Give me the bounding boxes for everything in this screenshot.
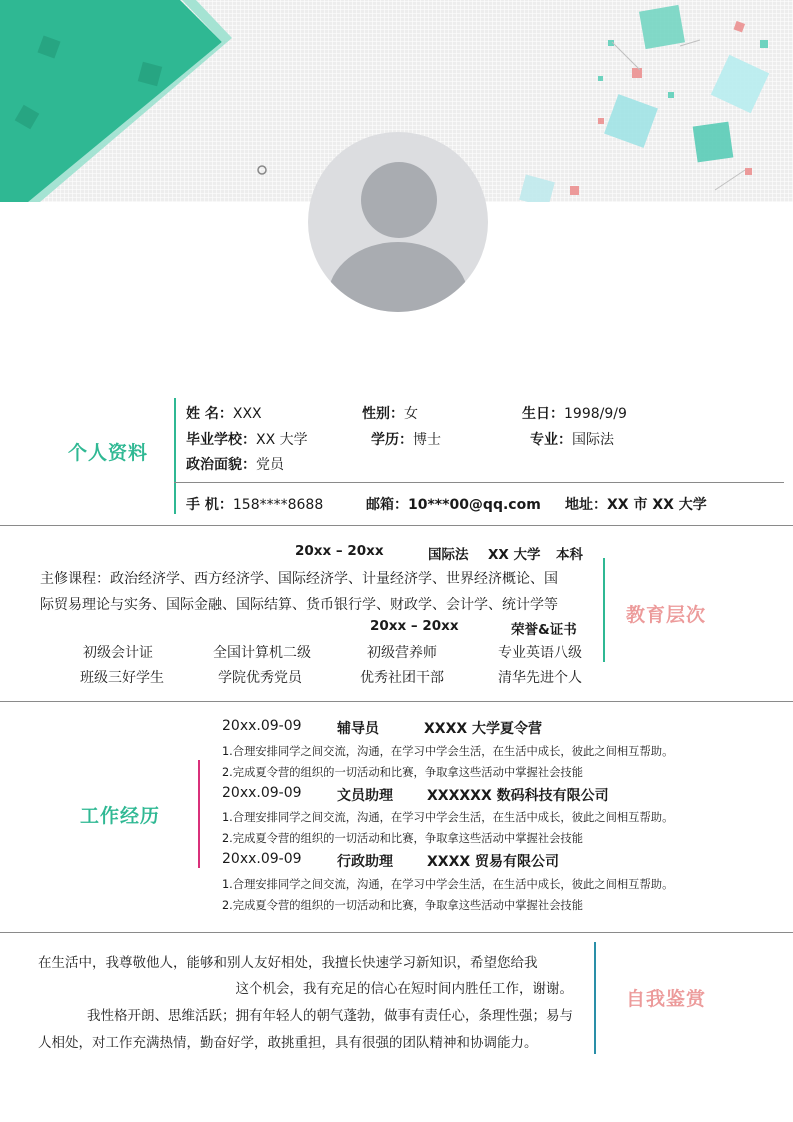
phone-label: 手 机：: [186, 497, 233, 513]
job-duty: 1.合理安排同学之间交流，沟通，在学习中学会生活，在生活中成长，彼此之间相互帮助。: [222, 878, 674, 891]
political-row: [186, 454, 284, 474]
major-label: 专业：: [530, 432, 572, 448]
honors-period: 20xx – 20xx: [370, 618, 459, 634]
school-value: XX 大学: [256, 432, 308, 448]
job-date: 20xx.09-09: [222, 851, 302, 867]
major-row: [530, 429, 614, 449]
edu-period: 20xx – 20xx: [295, 543, 384, 559]
job-role: 文员助理: [337, 788, 393, 804]
school-row: [186, 429, 308, 449]
birth-value: 1998/9/9: [564, 406, 627, 422]
personal-inner-divider: [174, 482, 784, 483]
email-value: 10***00@qq.com: [408, 497, 541, 513]
job-role: 行政助理: [337, 854, 393, 870]
major-value: 国际法: [572, 432, 614, 448]
degree-value: 博士: [413, 432, 441, 448]
self-line-2: 这个机会，我有充足的信心在短时间内胜任工作，谢谢。: [235, 981, 573, 997]
gender-label: 性别：: [362, 406, 404, 422]
self-section-title: 自我鉴赏: [626, 988, 707, 1010]
honor-item: 专业英语八级: [498, 645, 582, 661]
job-duty: 2.完成夏令营的组织的一切活动和比赛，争取拿这些活动中掌握社会技能: [222, 832, 583, 845]
personal-section-title: 个人资料: [68, 442, 149, 464]
gender-value: 女: [404, 406, 418, 422]
honor-item: 学院优秀党员: [218, 670, 302, 686]
personal-divider: [174, 398, 176, 514]
section-divider-1: [0, 525, 793, 526]
degree-label: 学历：: [371, 432, 413, 448]
email-row: [366, 494, 541, 514]
job-org: XXXX 大学夏令营: [424, 721, 543, 737]
honor-item: 清华先进个人: [498, 670, 582, 686]
address-value: XX 市 XX 大学: [607, 497, 707, 513]
job-org: XXXX 贸易有限公司: [427, 854, 560, 870]
honor-item: 班级三好学生: [80, 670, 164, 686]
honor-item: 全国计算机二级: [213, 645, 311, 661]
job-duty: 1.合理安排同学之间交流，沟通，在学习中学会生活，在生活中成长，彼此之间相互帮助。: [222, 745, 674, 758]
honors-title: 荣誉&证书: [511, 622, 577, 638]
work-divider: [198, 760, 200, 868]
courses-line-2: 际贸易理论与实务、国际金融、国际结算、货币银行学、财政学、会计学、统计学等: [40, 597, 558, 613]
address-row: [565, 494, 707, 514]
self-line-1: 在生活中，我尊敬他人，能够和别人友好相处，我擅长快速学习新知识，希望您给我: [38, 955, 538, 971]
job-org: XXXXXX 数码科技有限公司: [427, 788, 609, 804]
address-label: 地址：: [565, 497, 607, 513]
email-label: 邮箱：: [366, 497, 408, 513]
edu-major: 国际法: [428, 547, 469, 563]
birth-row: [522, 403, 627, 423]
edu-level: 本科: [556, 547, 583, 563]
section-divider-2: [0, 701, 793, 702]
honor-item: 初级营养师: [367, 645, 437, 661]
degree-row: [371, 429, 441, 449]
job-date: 20xx.09-09: [222, 718, 302, 734]
self-divider: [594, 942, 596, 1054]
honor-item: 初级会计证: [83, 645, 153, 661]
job-duty: 2.完成夏令营的组织的一切活动和比赛，争取拿这些活动中掌握社会技能: [222, 899, 583, 912]
phone-row: [186, 494, 323, 514]
edu-school: XX 大学: [488, 547, 541, 563]
education-section-title: 教育层次: [626, 604, 707, 626]
school-label: 毕业学校：: [186, 432, 256, 448]
name-row: [186, 403, 262, 423]
job-role: 辅导员: [337, 721, 379, 737]
self-line-3: 我性格开朗、思维活跃；拥有年轻人的朝气蓬勃，做事有责任心，条理性强；易与: [87, 1008, 573, 1024]
avatar-body: [328, 242, 468, 312]
honor-item: 优秀社团干部: [360, 670, 444, 686]
job-date: 20xx.09-09: [222, 785, 302, 801]
education-divider: [603, 558, 605, 662]
political-value: 党员: [256, 457, 284, 473]
user-avatar-placeholder-icon[interactable]: [308, 132, 488, 312]
work-section-title: 工作经历: [80, 805, 161, 827]
political-label: 政治面貌：: [186, 457, 256, 473]
birth-label: 生日：: [522, 406, 564, 422]
phone-value: 158****8688: [232, 497, 324, 513]
name-label: 姓 名：: [186, 406, 233, 422]
job-duty: 1.合理安排同学之间交流，沟通，在学习中学会生活，在生活中成长，彼此之间相互帮助。: [222, 811, 674, 824]
section-divider-3: [0, 932, 793, 933]
job-duty: 2.完成夏令营的组织的一切活动和比赛，争取拿这些活动中掌握社会技能: [222, 766, 583, 779]
gender-row: [362, 403, 418, 423]
courses-line-1: 主修课程：政治经济学、西方经济学、国际经济学、计量经济学、世界经济概论、国: [40, 571, 558, 587]
name-value: XXX: [232, 406, 262, 422]
self-line-4: 人相处，对工作充满热情，勤奋好学，敢挑重担，具有很强的团队精神和协调能力。: [38, 1035, 538, 1051]
avatar-head: [361, 162, 437, 238]
